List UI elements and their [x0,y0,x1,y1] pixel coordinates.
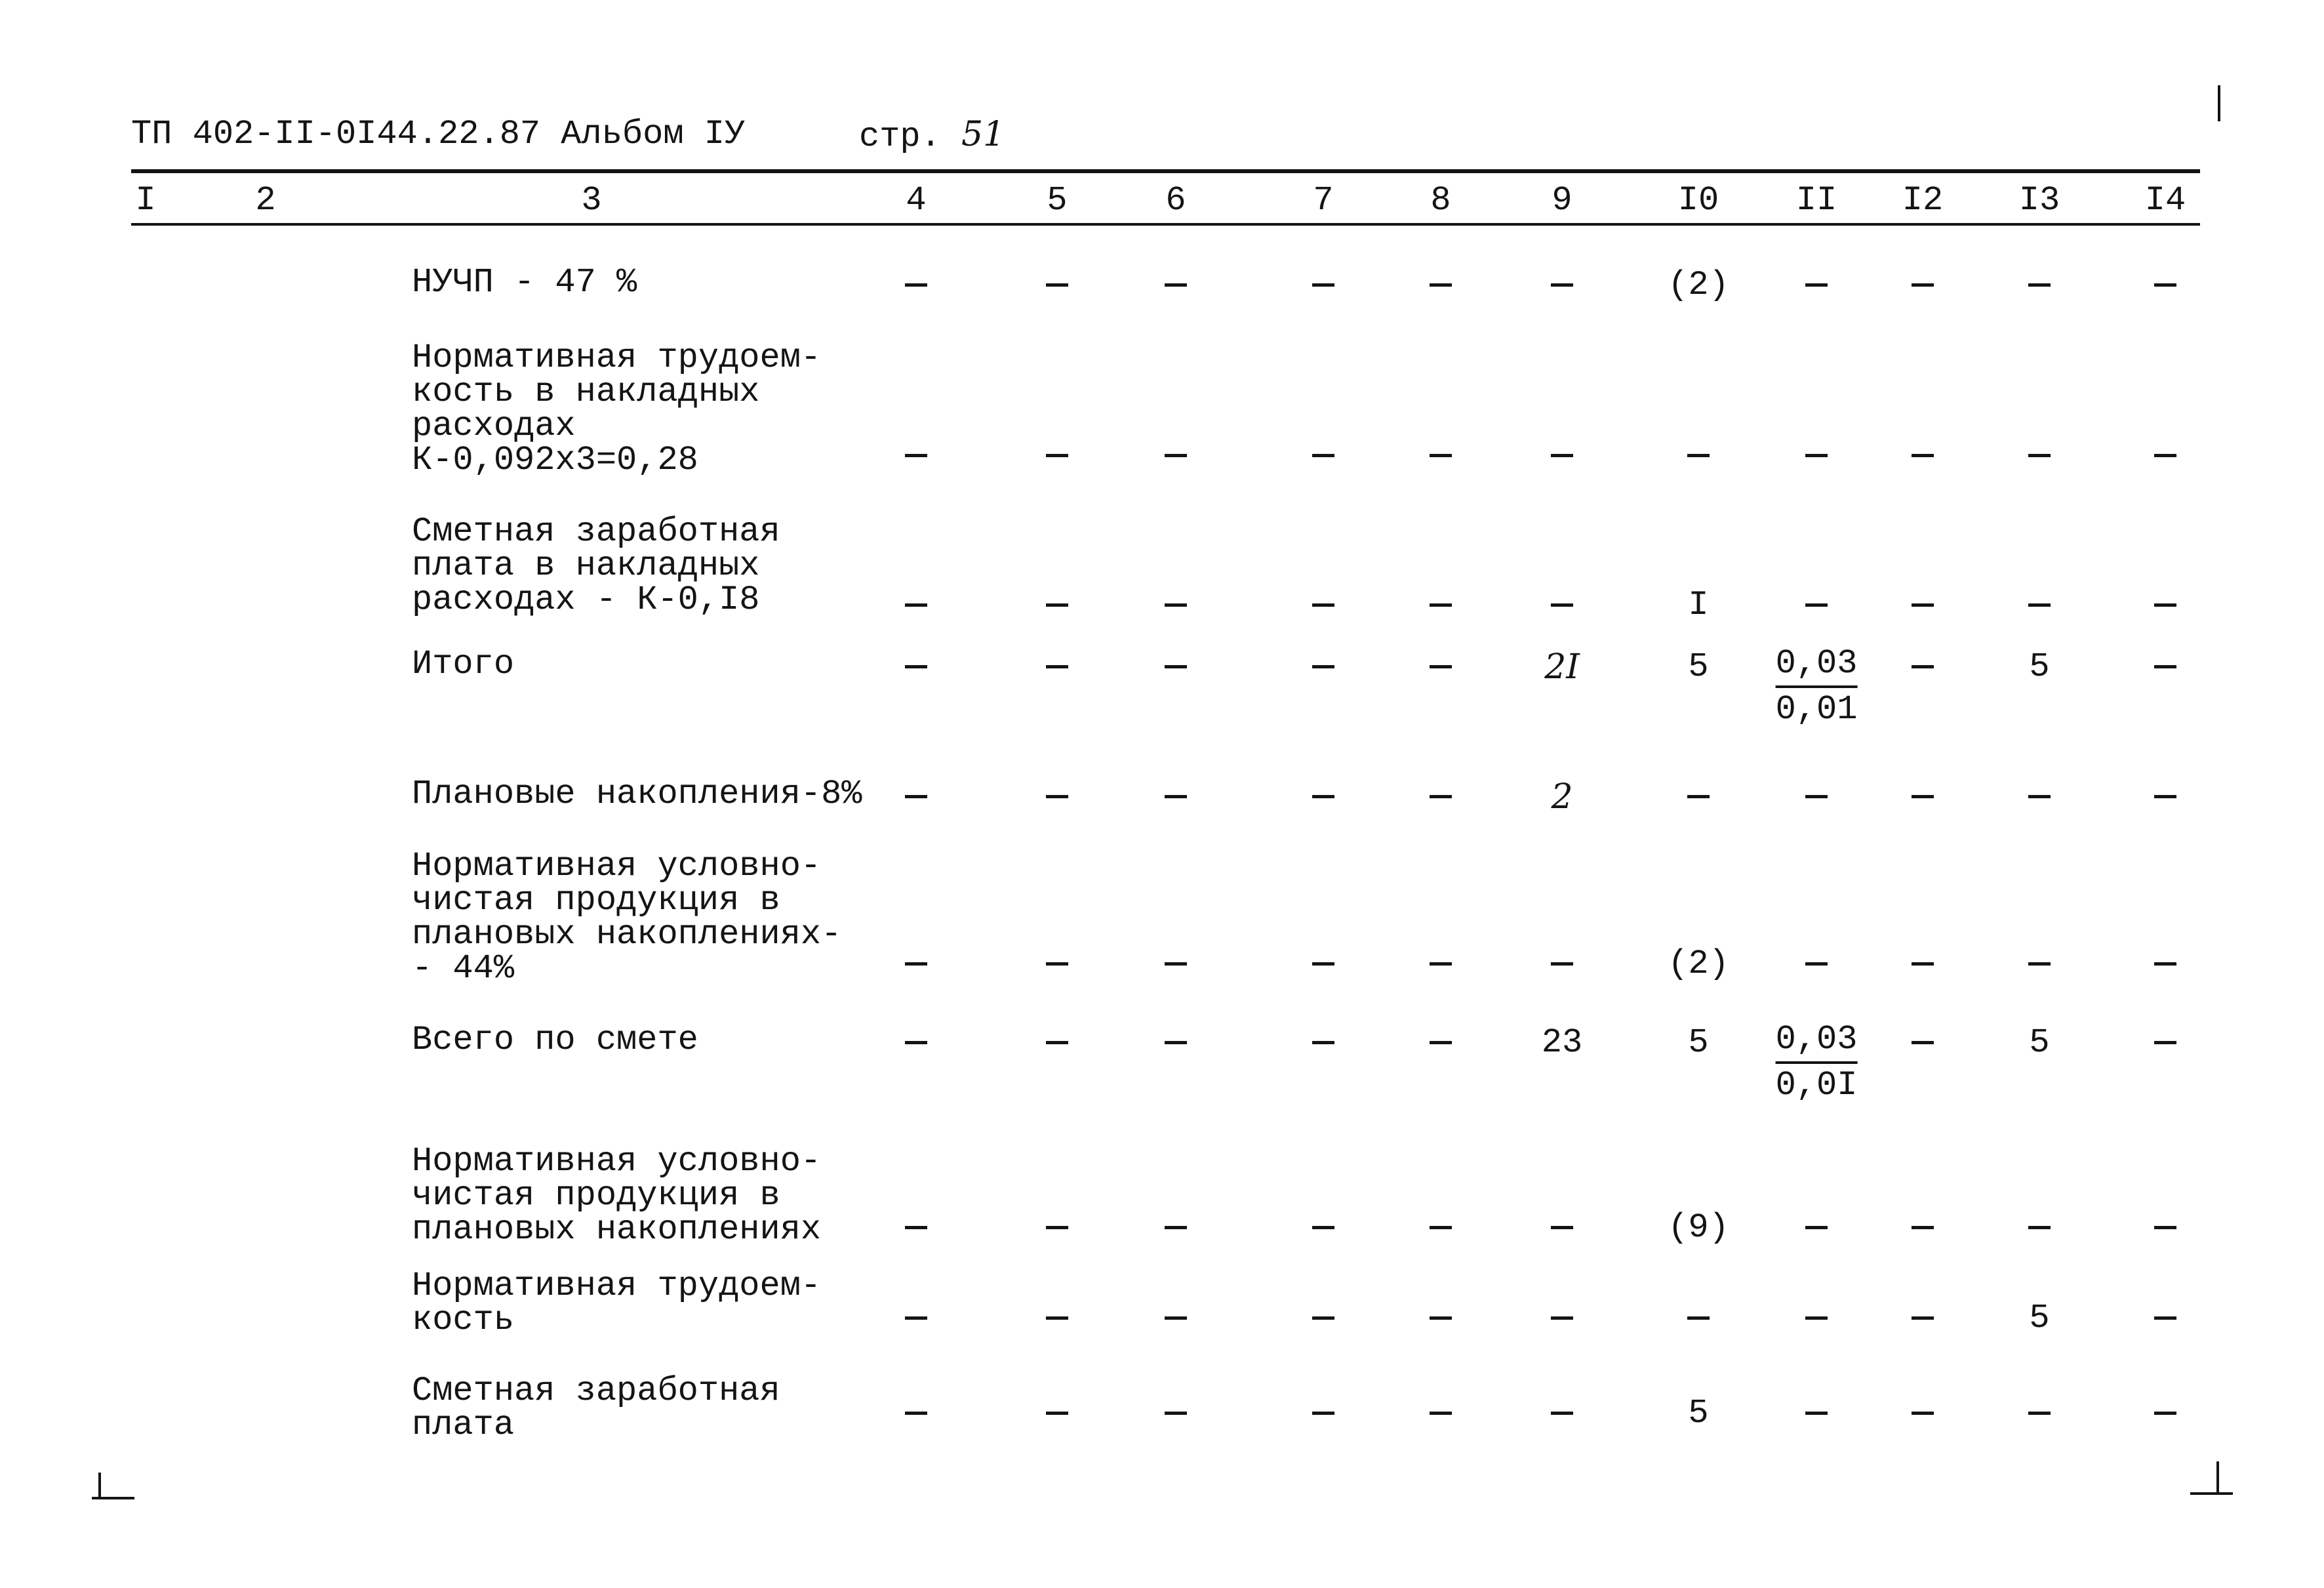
description-line: Нормативная трудоем- [412,1267,822,1305]
dash-mark [905,454,927,457]
dash-cell [1551,1208,1573,1247]
dash-mark [1165,1226,1187,1229]
dash-cell [1312,777,1334,816]
dash-mark [1312,1041,1334,1044]
dash-cell [1805,1208,1828,1247]
dash-mark [2154,454,2176,457]
dash-cell [2154,1208,2176,1247]
dash-mark [1430,1226,1452,1229]
dash-mark [1430,962,1452,966]
description-line: кость в накладных [412,373,760,411]
header-rule-bottom [131,223,2200,226]
dash-cell [1805,586,1828,624]
dash-cell [1912,1208,1934,1247]
column-number: I [135,181,156,220]
dash-mark [2154,1316,2176,1320]
dash-cell [1165,647,1187,686]
dash-cell [1046,436,1068,475]
dash-mark [1312,283,1334,287]
dash-mark [1912,283,1934,287]
value-cell: 5 [1688,647,1709,686]
dash-mark [1912,665,1934,668]
dash-cell [905,945,927,983]
dash-cell [1912,647,1934,686]
dash-mark [1165,665,1187,668]
description-line: плата в накладных [412,546,760,585]
dash-cell [1165,945,1187,983]
row-description [412,1269,884,1337]
dash-cell [1430,1023,1452,1062]
row-description [412,777,884,811]
fraction-denominator: 0,0I [1775,1066,1858,1105]
dash-cell [1430,1208,1452,1247]
dash-mark [2154,1226,2176,1229]
dash-mark [1046,603,1068,607]
dash-mark [1312,962,1334,966]
dash-cell [1430,1394,1452,1433]
header-rule-top [131,169,2200,173]
row-description [412,849,884,986]
dash-mark [1687,454,1710,457]
dash-mark [1912,962,1934,966]
column-number: I4 [2144,181,2186,220]
column-number: 6 [1165,181,1186,220]
dash-cell [1046,647,1068,686]
column-number: I3 [2018,181,2060,220]
description-line: - 44% [412,949,515,988]
dash-mark [1430,603,1452,607]
dash-cell [1430,1299,1452,1337]
dash-mark [1046,1316,1068,1320]
dash-cell [1551,1394,1573,1433]
dash-mark [1430,665,1452,668]
dash-cell [2154,647,2176,686]
description-line: плановых накоплениях- [412,915,842,954]
description-line: Нормативная условно- [412,847,822,886]
dash-cell [1165,1023,1187,1062]
dash-mark [905,1412,927,1415]
dash-mark [1430,283,1452,287]
row-description [412,1142,884,1249]
row-description [412,1023,884,1057]
fraction-cell [1776,1018,1858,1107]
dash-mark [1912,454,1934,457]
dash-cell [1912,1023,1934,1062]
dash-cell [1805,1394,1828,1433]
dash-mark [1046,665,1068,668]
dash-cell [2154,945,2176,983]
dash-cell [905,647,927,686]
column-number: I2 [1902,181,1944,220]
dash-mark [1046,283,1068,287]
dash-mark [1551,1316,1573,1320]
dash-mark [905,1226,927,1229]
document-code: ТП 402-II-0I44.22.87 Альбом IУ [131,115,746,153]
dash-cell [905,586,927,624]
dash-mark [1805,1226,1828,1229]
dash-mark [1430,1316,1452,1320]
dash-mark [1687,795,1710,798]
dash-mark [1551,603,1573,607]
dash-cell [2028,266,2051,304]
dash-cell [1312,1208,1334,1247]
description-line: Плановые накопления-8% [412,775,862,813]
dash-cell [1312,1299,1334,1337]
dash-mark [1312,665,1334,668]
dash-cell [1046,266,1068,304]
dash-mark [2154,795,2176,798]
dash-cell [1165,1394,1187,1433]
dash-cell [1912,586,1934,624]
dash-cell [1046,1208,1068,1247]
dash-mark [1912,603,1934,607]
dash-cell [2154,1394,2176,1433]
dash-cell [1046,1299,1068,1337]
dash-cell [1912,1299,1934,1337]
dash-mark [1165,1316,1187,1320]
dash-cell [1165,586,1187,624]
fraction-denominator: 0,01 [1775,690,1858,729]
dash-cell [1165,777,1187,816]
dash-cell [1312,1394,1334,1433]
dash-cell [1312,647,1334,686]
value-cell: 2I [1544,647,1580,687]
dash-mark [2154,665,2176,668]
dash-mark [1551,1226,1573,1229]
dash-cell [1551,586,1573,624]
dash-mark [1912,1041,1934,1044]
description-line: расходах [412,407,576,445]
dash-cell [1912,777,1934,816]
column-number: 7 [1313,181,1334,220]
dash-cell [1430,586,1452,624]
dash-cell [2028,1394,2051,1433]
description-line: кость [412,1301,515,1339]
column-number: 8 [1430,181,1451,220]
dash-cell [1165,266,1187,304]
dash-mark [1551,454,1573,457]
dash-mark [1430,1412,1452,1415]
column-number: 9 [1552,181,1573,220]
dash-mark [1312,454,1334,457]
description-line: Сметная заработная [412,512,780,551]
value-cell: (9) [1668,1208,1729,1247]
dash-mark [1805,454,1828,457]
dash-mark [1165,962,1187,966]
row-description [412,338,884,479]
dash-mark [2028,454,2051,457]
dash-cell [1551,945,1573,983]
dash-cell [1312,266,1334,304]
dash-cell [1430,436,1452,475]
description-line: плановых накоплениях [412,1210,822,1249]
description-line: плата [412,1406,515,1444]
dash-cell [2154,1023,2176,1062]
dash-mark [1165,283,1187,287]
dash-cell [905,1394,927,1433]
dash-mark [905,665,927,668]
dash-cell [905,1299,927,1337]
dash-cell [2028,1208,2051,1247]
corner-mark-right [2216,1461,2219,1494]
dash-mark [2154,283,2176,287]
dash-mark [905,283,927,287]
description-line: Нормативная трудоем- [412,338,822,377]
fraction-numerator: 0,03 [1776,642,1858,688]
dash-mark [1912,1226,1934,1229]
dash-cell [1912,266,1934,304]
dash-mark [2028,1226,2051,1229]
dash-mark [2154,603,2176,607]
column-number: I0 [1677,181,1719,220]
dash-mark [1312,1412,1334,1415]
dash-mark [1165,1412,1187,1415]
dash-mark [905,1041,927,1044]
fraction-cell [1776,642,1858,731]
dash-mark [1430,795,1452,798]
dash-cell [2154,266,2176,304]
dash-cell [1430,266,1452,304]
dash-cell [1687,436,1710,475]
description-line: чистая продукция в [412,1176,780,1215]
column-number: 4 [906,181,927,220]
dash-cell [1046,945,1068,983]
dash-cell [1312,436,1334,475]
dash-mark [1805,962,1828,966]
dash-cell [1165,1299,1187,1337]
description-line: расходах - К-0,I8 [412,580,760,619]
dash-mark [1805,603,1828,607]
dash-mark [905,603,927,607]
dash-cell [1165,436,1187,475]
corner-mark-left [98,1473,101,1499]
row-description [412,647,884,682]
dash-mark [1165,1041,1187,1044]
dash-mark [1551,283,1573,287]
dash-mark [2028,1412,2051,1415]
description-line: Всего по смете [412,1021,698,1059]
dash-cell [1430,777,1452,816]
value-cell: 5 [2029,647,2050,686]
dash-mark [1430,454,1452,457]
value-cell: 5 [1688,1394,1709,1433]
dash-mark [1312,795,1334,798]
description-line: НУЧП - 47 % [412,263,637,302]
value-cell: (2) [1668,945,1729,983]
dash-cell [1805,777,1828,816]
value-cell: 5 [1688,1023,1709,1062]
column-number: 5 [1047,181,1068,220]
dash-cell [2154,777,2176,816]
dash-cell [905,1023,927,1062]
dash-mark [905,1316,927,1320]
dash-cell [1912,1394,1934,1433]
dash-cell [1551,1299,1573,1337]
dash-mark [1430,1041,1452,1044]
dash-cell [2154,586,2176,624]
dash-cell [1805,266,1828,304]
dash-mark [905,795,927,798]
value-cell: 5 [2029,1299,2050,1337]
dash-mark [1805,283,1828,287]
column-number: II [1795,181,1837,220]
dash-cell [1912,945,1934,983]
dash-cell [905,266,927,304]
dash-cell [905,436,927,475]
dash-cell [1687,1299,1710,1337]
row-description [412,263,884,302]
dash-mark [1805,1412,1828,1415]
dash-mark [2154,962,2176,966]
dash-cell [1312,586,1334,624]
dash-mark [1046,795,1068,798]
dash-cell [2154,1299,2176,1337]
dash-mark [1165,795,1187,798]
dash-cell [2028,436,2051,475]
dash-mark [2154,1041,2176,1044]
row-description [412,1374,884,1442]
description-line: чистая продукция в [412,881,780,920]
dash-mark [2028,603,2051,607]
dash-cell [1312,1023,1334,1062]
dash-mark [1312,603,1334,607]
dash-cell [1805,436,1828,475]
value-cell: 5 [2029,1023,2050,1062]
column-number: 3 [581,181,602,220]
dash-mark [1805,1316,1828,1320]
dash-cell [2028,945,2051,983]
fraction-numerator: 0,03 [1776,1018,1858,1064]
dash-cell [1165,1208,1187,1247]
value-cell: 2 [1551,777,1573,817]
dash-mark [1912,1316,1934,1320]
dash-cell [905,1208,927,1247]
dash-cell [1912,436,1934,475]
row-description [412,512,884,619]
corner-mark-right [2190,1492,2233,1495]
value-cell: 23 [1541,1023,1583,1062]
dash-cell [905,777,927,816]
dash-cell [1430,945,1452,983]
dash-mark [1687,1316,1710,1320]
dash-mark [2154,1412,2176,1415]
description-line: Итого [412,645,515,683]
dash-mark [2028,795,2051,798]
dash-mark [1912,1412,1934,1415]
dash-mark [1046,1041,1068,1044]
dash-cell [1687,777,1710,816]
dash-cell [1046,586,1068,624]
dash-mark [1312,1226,1334,1229]
dash-mark [1165,603,1187,607]
dash-mark [1551,962,1573,966]
dash-cell [1551,266,1573,304]
value-cell: (2) [1668,266,1729,304]
dash-cell [1551,436,1573,475]
dash-cell [1046,1394,1068,1433]
dash-mark [1805,795,1828,798]
dash-cell [1805,1299,1828,1337]
description-line: Сметная заработная [412,1372,780,1410]
dash-cell [1046,777,1068,816]
dash-cell [2028,777,2051,816]
dash-mark [1046,1412,1068,1415]
dash-cell [2028,586,2051,624]
dash-mark [905,962,927,966]
dash-mark [1912,795,1934,798]
dash-cell [2154,436,2176,475]
dash-mark [1046,1226,1068,1229]
dash-mark [1551,1412,1573,1415]
dash-cell [1430,647,1452,686]
page-number: стр. 51 [859,115,1005,156]
value-cell: I [1688,586,1709,624]
dash-cell [1312,945,1334,983]
dash-mark [2028,962,2051,966]
dash-mark [1046,962,1068,966]
description-line: Нормативная условно- [412,1142,822,1181]
column-number: 2 [255,181,276,220]
description-line: К-0,092х3=0,28 [412,441,698,479]
dash-cell [1046,1023,1068,1062]
dash-mark [2028,283,2051,287]
dash-mark [1312,1316,1334,1320]
dash-mark [1165,454,1187,457]
corner-mark-top-right [2218,85,2220,121]
dash-cell [1805,945,1828,983]
dash-mark [1046,454,1068,457]
